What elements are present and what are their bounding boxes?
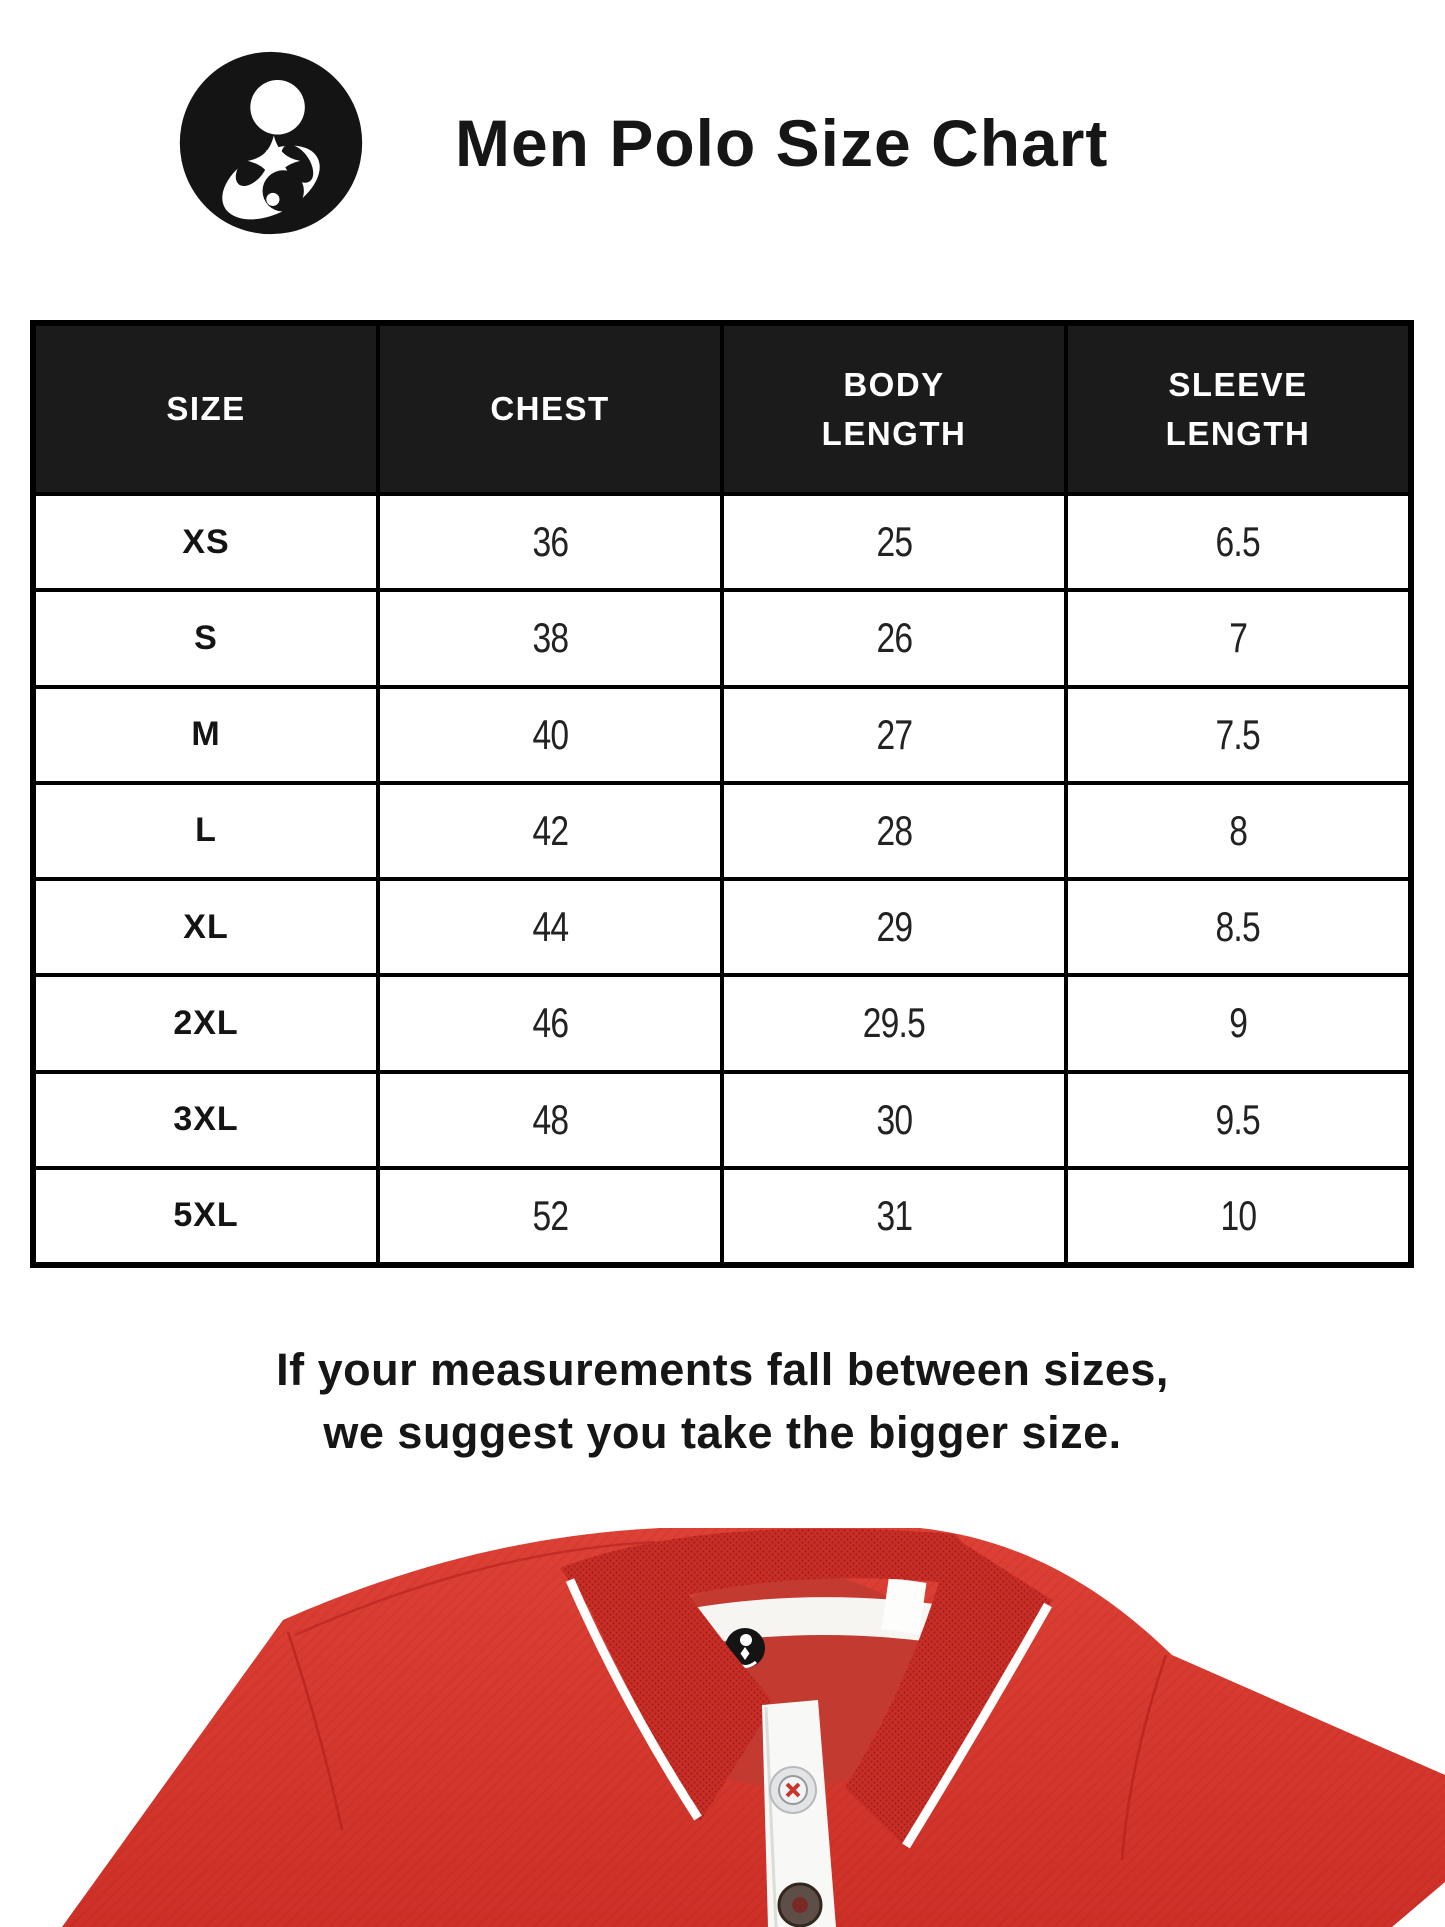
table-row-s-size: S (36, 592, 376, 684)
table-row-xs-body-length: 25 (724, 496, 1064, 588)
brand-logo-icon (177, 49, 365, 237)
polo-shirt-photo (0, 1520, 1445, 1927)
table-row-m-sleeve-length: 7.5 (1068, 689, 1408, 781)
table-row-m-body-length: 27 (724, 689, 1064, 781)
column-header-size: SIZE (36, 326, 376, 492)
column-header-body-length: BODY LENGTH (724, 326, 1064, 492)
table-row-2xl-chest: 46 (380, 977, 720, 1069)
table-row-m-size: M (36, 689, 376, 781)
table-row-3xl-body-length: 30 (724, 1074, 1064, 1166)
table-row-s-body-length: 26 (724, 592, 1064, 684)
table-row-s-chest: 38 (380, 592, 720, 684)
table-row-l-body-length: 28 (724, 785, 1064, 877)
table-row-l-size: L (36, 785, 376, 877)
table-row-xs-sleeve-length: 6.5 (1068, 496, 1408, 588)
shirt-button-top (770, 1767, 816, 1813)
column-header-chest: CHEST (380, 326, 720, 492)
column-header-sleeve-length: SLEEVE LENGTH (1068, 326, 1408, 492)
table-row-xl-sleeve-length: 8.5 (1068, 881, 1408, 973)
table-row-xl-chest: 44 (380, 881, 720, 973)
table-row-5xl-body-length: 31 (724, 1170, 1064, 1262)
table-row-l-sleeve-length: 8 (1068, 785, 1408, 877)
shirt-size-tab (882, 1578, 927, 1635)
sizing-note-line1: If your measurements fall between sizes, (276, 1344, 1169, 1395)
sizing-note (0, 1338, 1445, 1464)
header (177, 48, 1108, 238)
table-row-m-chest: 40 (380, 689, 720, 781)
page-title: Men Polo Size Chart (455, 106, 1109, 180)
sizing-note-line2: we suggest you take the bigger size. (323, 1407, 1122, 1458)
table-row-5xl-size: 5XL (36, 1170, 376, 1262)
table-row-3xl-sleeve-length: 9.5 (1068, 1074, 1408, 1166)
table-row-2xl-sleeve-length: 9 (1068, 977, 1408, 1069)
table-row-3xl-chest: 48 (380, 1074, 720, 1166)
table-row-l-chest: 42 (380, 785, 720, 877)
size-chart-table (30, 320, 1414, 1268)
table-row-2xl-body-length: 29.5 (724, 977, 1064, 1069)
table-row-s-sleeve-length: 7 (1068, 592, 1408, 684)
table-row-3xl-size: 3XL (36, 1074, 376, 1166)
shirt-button-bottom (779, 1884, 821, 1926)
table-row-xl-body-length: 29 (724, 881, 1064, 973)
table-row-xs-size: XS (36, 496, 376, 588)
table-row-xs-chest: 36 (380, 496, 720, 588)
table-row-xl-size: XL (36, 881, 376, 973)
table-row-2xl-size: 2XL (36, 977, 376, 1069)
table-row-5xl-chest: 52 (380, 1170, 720, 1262)
table-row-5xl-sleeve-length: 10 (1068, 1170, 1408, 1262)
